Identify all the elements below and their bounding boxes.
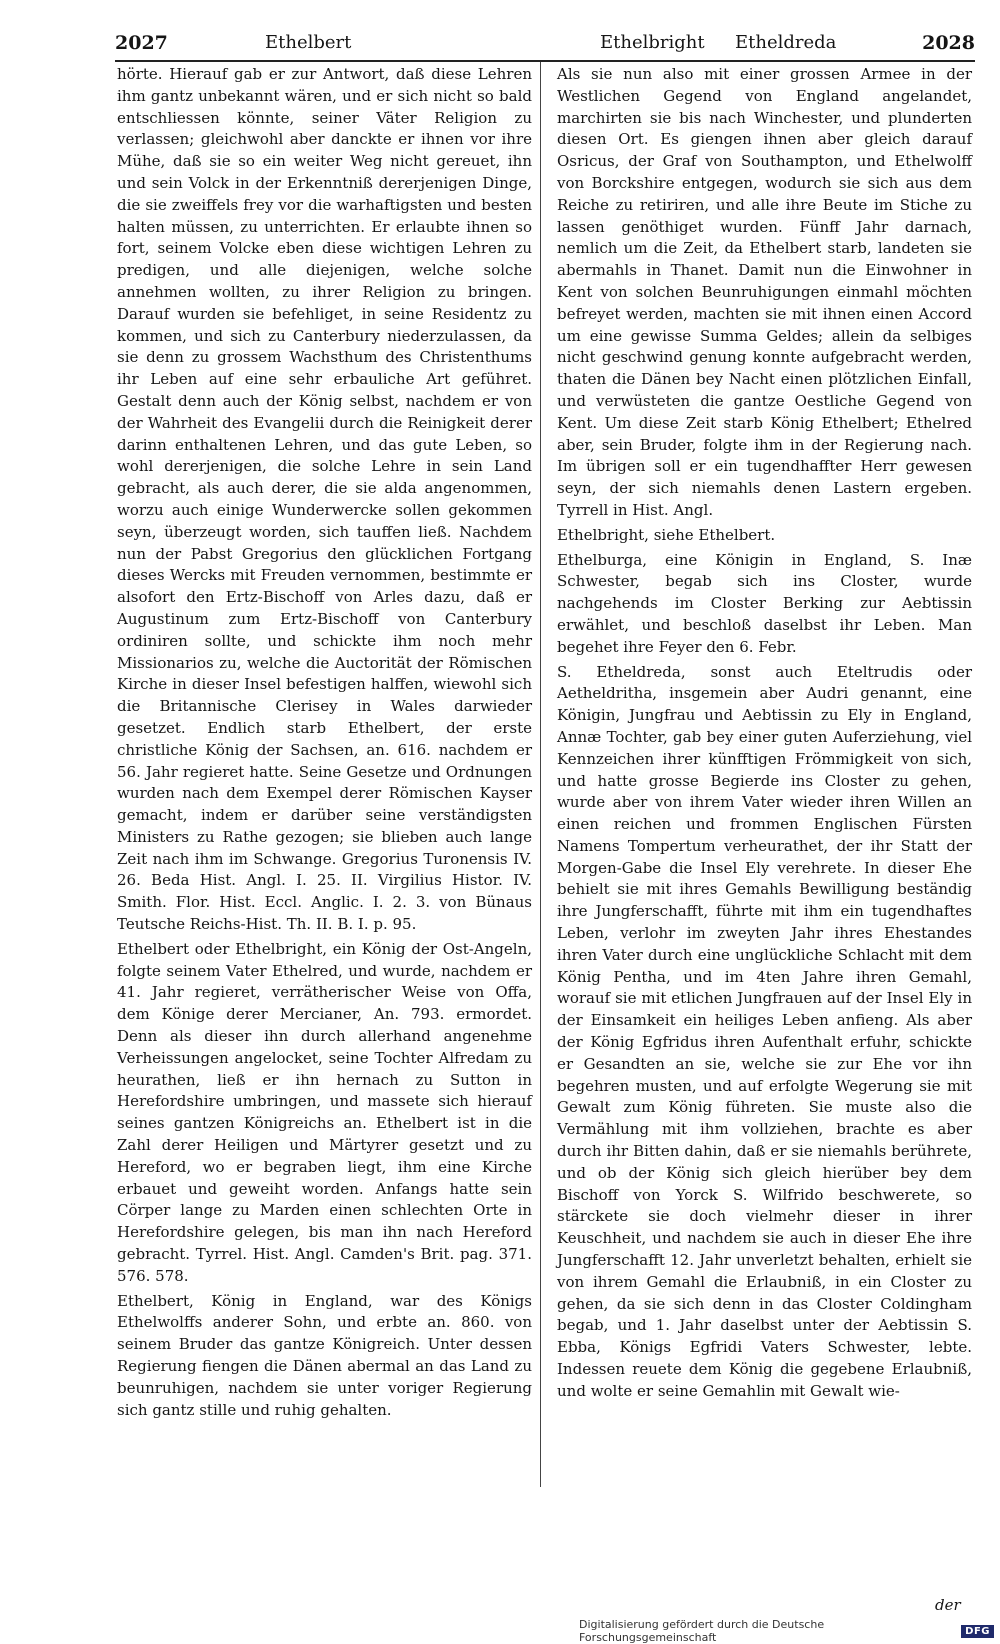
column-divider [540, 62, 541, 1487]
paragraph-danes-invasion: Als sie nun also mit einer grossen Armee in der Westlichen Gegend von England angelandet, marchirten sie bis nach Winchester, und plunderten diesen Ort. Es giengen ihnen aber gleich darauf Osricus, der Graf von Southampton, und Ethelwolff von Borckshire entgegen, wodurch sie sich aus dem Reiche zu retiriren, und alle ihre Beute im Stiche zu lassen genöthiget wurden. Fünff Jahr darnach, nemlich um die Zeit, da Ethelbert starb, landeten sie abermahls in Thanet. Damit nun die Einwohner in Kent von solchen Beunruhigungen einmahl möchten befreyet werden, machten sie mit ihnen einen Accord um eine gewisse Summa Geldes; allein da selbiges nicht geschwind genung konnte aufgebracht werden, thaten die Dänen bey Nacht einen plötzlichen Einfall, und verwüsteten die gantze Oestliche Gegend von Kent. Um diese Zeit starb König Ethelbert; Ethelred aber, sein Bruder, folgte ihm in der Regierung nach. Im übrigen soll er ein tugendhaffter Herr gewesen seyn, der sich niemahls denen Lastern ergeben. Tyrrell in Hist. Angl. [557, 65, 972, 519]
paragraph-ethelbright: Ethelbright, siehe Ethelbert. [557, 525, 776, 544]
header-rule [115, 60, 975, 62]
right-page-number: 2028 [922, 32, 975, 54]
paragraph-ethelbert-east-angles: Ethelbert oder Ethelbright, ein König der Ost-Angeln, folgte seinem Vater Ethelred, und wurde, nachdem er 41. Jahr regieret, verrätherischer Weise von Offa, dem Könige derer Mercianer, An. 793. ermordet. Denn als dieser ihn durch allerhand angenehme Verheissungen angelocket, seine Tochter Alfredam zu heurathen, ließ er ihn hernach zu Sutton in Herefordshire umbringen, und massete sich hierauf seines gantzen Königreichs an. Ethelbert ist in die Zahl derer Heiligen und Märtyrer gesetzt und zu Hereford, wo er begraben liegt, ihm eine Kirche erbauet und geweiht worden. Anfangs hatte sein Cörper lange zu Marden einen schlechten Orte in Herefordshire gelegen, bis man ihn nach Hereford gebracht. Tyrrel. Hist. Angl. Camden's Brit. pag. 371. 576. 578. [117, 939, 532, 1285]
center-running-title: Ethelbright [600, 32, 705, 53]
catchword: der [935, 1596, 961, 1614]
right-running-title: Etheldreda [735, 32, 837, 53]
paragraph-etheldreda: S. Etheldreda, sonst auch Eteltrudis oder Aetheldritha, insgemein aber Audri genannt, eine Königin, Jungfrau und Aebtissin zu Ely in England, Annæ Tochter, gab bey einer guten Auferziehung, viel Kennzeichen ihrer künfftigen Frömmigkeit von sich, und hatte grosse Begierde ins Closter zu gehen, wurde aber von ihrem Vater wieder ihren Willen an einen reichen und frommen Englischen Fürsten Namens Tompertum verheurathet, der ihr Statt der Morgen-Gabe die Insel Ely verehrete. In dieser Ehe behielt sie mit ihres Gemahls Bewilligung beständig ihre Jungferschafft, führte mit ihm ein tugendhaftes Leben, verlohr im zweyten Jahr ihres Ehestandes ihren Vater durch eine unglückliche Schlacht mit dem König Pentha, und im 4ten Jahre ihren Gemahl, worauf sie mit etlichen Jungfrauen auf der Insel Ely in der Einsamkeit ein heiliges Leben anfieng. Als aber der König Egfridus ihren Aufenthalt erfuhr, schickte er Gesandten an sie, welche sie zur Ehe vor ihn begehren musten, und auf erfolgte Wegerung sie mit Gewalt zum König führeten. Sie muste also die Vermählung mit ihm vollziehen, brachte es aber durch ihr Bitten dahin, daß er sie niemahls berührete, und ob der König sich gleich hierüber bey dem Bischoff von Yorck S. Wilfrido beschwerete, so stärckete sie doch vielmehr dieser in ihrer Keuschheit, und nachdem sie auch in dieser Ehe ihre Jungferschafft 12. Jahr unverletzt behalten, erhielt sie von ihrem Gemahl die Erlaubniß, in ein Closter zu gehen, da sie sich denn in das Closter Coldingham begab, und 1. Jahr daselbst unter der Aebtissin S. Ebba, Königs Egfridi Vaters Schwester, lebte. Indessen reuete dem König die gegebene Erlaubniß, und wolte er seine Gemahlin mit Gewalt wie- [557, 662, 972, 1400]
digitization-footer [579, 1618, 1000, 1644]
left-running-title: Ethelbert [265, 32, 352, 53]
right-column [557, 64, 972, 1584]
paragraph-ethelbert-england: Ethelbert, König in England, war des Königs Ethelwolffs anderer Sohn, und erbte an. 860. von seinem Bruder das gantze Königreich. Unter dessen Regierung fiengen die Dänen abermal an das Land zu beunruhigen, nachdem sie unter voriger Regierung sich gantz stille und ruhig gehalten. [117, 1291, 532, 1419]
paragraph-ethelbert-continued: hörte. Hierauf gab er zur Antwort, daß diese Lehren ihm gantz unbekannt wären, und er sich nicht so bald entschliessen könnte, seiner Väter Religion zu verlassen; gleichwohl aber danckte er ihnen vor ihre Mühe, daß sie so ein weiter Weg nicht gereuet, ihn und sein Volck in der Erkenntniß dererjenigen Dinge, die sie zweiffels frey vor die warhaftigsten und besten halten müssen, zu unterrichten. Er erlaubte ihnen so fort, seinem Volcke eben diese wichtigen Lehren zu predigen, und alle diejenigen, welche solche annehmen wollten, zu ihrer Religion zu bringen. Darauf wurden sie befehliget, in seine Residentz zu kommen, und sich zu Canterbury niederzulassen, da sie denn zu grossem Wachsthum des Christenthums ihr Leben auf eine sehr erbauliche Art geführet. Gestalt denn auch der König selbst, nachdem er von der Wahrheit des Evangelii durch die Reinigkeit derer darinn enthaltenen Lehren, und das gute Leben, so wohl dererjenigen, die solche Lehre in sein Land gebracht, als auch derer, die sie alda angenommen, worzu auch einige Wunderwercke sollen gekommen seyn, überzeugt worden, sich tauffen ließ. Nachdem nun der Pabst Gregorius den glücklichen Fortgang dieses Wercks mit Freuden vernommen, bestimmte er alsofort den Ertz-Bischoff von Arles dazu, daß er Augustinum zum Ertz-Bischoff von Canterbury ordiniren sollte, und schickte ihm noch mehr Missionarios zu, welche die Auctorität der Römischen Kirche in dieser Insel befestigen halffen, wiewohl sich die Britannische Clerisey in Wales darwieder gesetzet. Endlich starb Ethelbert, der erste christliche König der Sachsen, an. 616. nachdem er 56. Jahr regieret hatte. Seine Gesetze und Ordnungen wurden nach dem Exempel derer Römischen Kayser gemacht, indem er darüber seine verständigsten Ministers zu Rathe gezogen; sie blieben auch lange Zeit nach ihm im Schwange. Gregorius Turonensis IV. 26. Beda Hist. Angl. I. 25. II. Virgilius Histor. IV. Smith. Flor. Hist. Eccl. Anglic. I. 2. 3. von Bünaus Teutsche Reichs-Hist. Th. II. B. I. p. 95. [117, 65, 532, 934]
footer-credit: Digitalisierung gefördert durch die Deutsche Forschungsgemeinschaft [579, 1618, 825, 1644]
paragraph-ethelburga: Ethelburga, eine Königin in England, S. Inæ Schwester, begab sich ins Closter, wurde nachgehends im Closter Berking zur Aebtissin erwählet, und beschloß daselbst ihr Leben. Man begehet ihre Feyer den 6. Febr. [557, 550, 972, 656]
running-head [115, 24, 975, 60]
left-column [117, 64, 532, 1419]
left-page-number: 2027 [115, 32, 168, 54]
dfg-logo-icon: DFG [961, 1625, 994, 1638]
